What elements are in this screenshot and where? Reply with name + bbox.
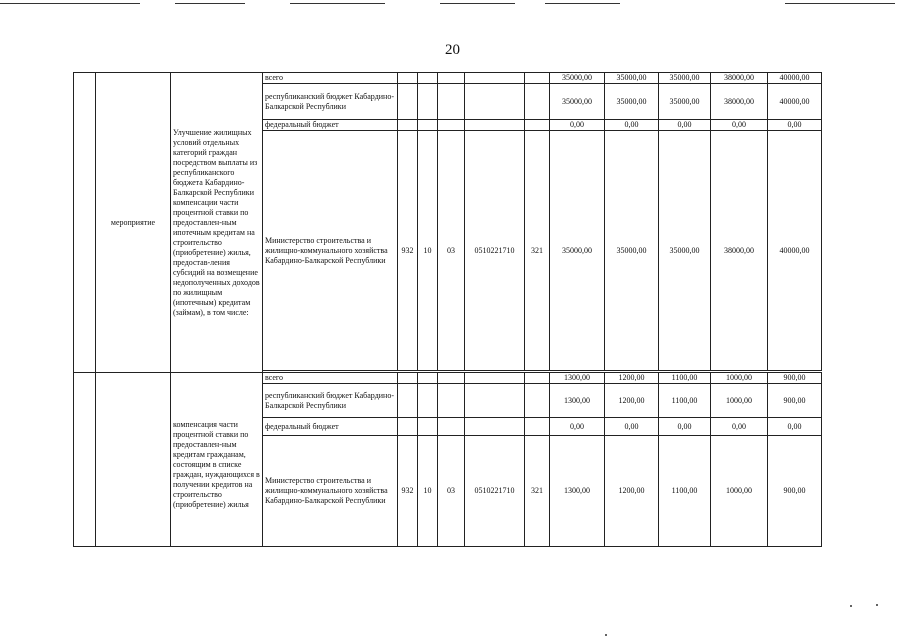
cell-source: федеральный бюджет xyxy=(263,120,398,131)
cell-value: 900,00 xyxy=(768,436,822,547)
scan-line-6 xyxy=(785,3,895,4)
cell-vr: 321 xyxy=(525,131,550,371)
cell-value: 1200,00 xyxy=(605,436,659,547)
scan-line-2 xyxy=(175,3,245,4)
cell-value: 0,00 xyxy=(711,418,768,436)
cell-value: 0,00 xyxy=(711,120,768,131)
scan-line-5 xyxy=(545,3,620,4)
cell-value: 1300,00 xyxy=(550,384,605,418)
cell-value: 1100,00 xyxy=(659,436,711,547)
table-row xyxy=(74,373,822,384)
cell-rz: 10 xyxy=(418,436,438,547)
cell-value: 0,00 xyxy=(550,120,605,131)
cell-type: мероприятие xyxy=(96,73,171,373)
cell-value: 0,00 xyxy=(550,418,605,436)
cell-value: 0,00 xyxy=(659,120,711,131)
cell-type xyxy=(96,373,171,547)
scan-line-3 xyxy=(290,3,385,4)
scan-speck xyxy=(876,604,878,606)
cell-value: 35000,00 xyxy=(605,84,659,120)
cell-value: 40000,00 xyxy=(768,131,822,371)
cell-value: 35000,00 xyxy=(659,73,711,84)
cell-value: 38000,00 xyxy=(711,84,768,120)
cell-value: 1300,00 xyxy=(550,373,605,384)
cell-grbs: 932 xyxy=(398,131,418,371)
cell-value: 38000,00 xyxy=(711,131,768,371)
scan-speck xyxy=(850,605,852,607)
cell-index xyxy=(74,73,96,373)
scan-line-4 xyxy=(440,3,515,4)
cell-description: Улучшение жилищных условий отдельных категорий граждан посредством выплаты из республиканского бюджета Кабардино-Балкарской Республики компенсации части процентной ставки по предоставлен-ным ипотечным кредитам на строительство (приобретение) жилья, предостав-ления субсидий на возмещение недополученных доходов по жилищным (ипотечным) кредитам (займам), в том числе: xyxy=(171,73,263,373)
cell-value: 38000,00 xyxy=(711,73,768,84)
cell-value: 0,00 xyxy=(768,418,822,436)
cell-value: 1300,00 xyxy=(550,436,605,547)
cell-source: Министерство строительства и жилищно-коммунального хозяйства Кабардино-Балкарской Республики xyxy=(263,436,398,547)
cell-value: 900,00 xyxy=(768,384,822,418)
cell-vr: 321 xyxy=(525,436,550,547)
cell-index xyxy=(74,373,96,547)
scan-line-1 xyxy=(0,3,140,4)
cell-description: компенсация части процентной ставки по предоставлен-ным кредитам гражданам, состоящим в списке граждан, нуждающихся в получении кредитов на строительство (приобретение) жилья xyxy=(171,373,263,547)
cell-value: 0,00 xyxy=(659,418,711,436)
cell-source: федеральный бюджет xyxy=(263,418,398,436)
cell-value: 35000,00 xyxy=(659,84,711,120)
cell-value: 40000,00 xyxy=(768,84,822,120)
cell-value: 1200,00 xyxy=(605,373,659,384)
cell-value: 35000,00 xyxy=(605,131,659,371)
cell-value: 1100,00 xyxy=(659,384,711,418)
cell-csr: 0510221710 xyxy=(465,436,525,547)
cell-source: Министерство строительства и жилищно-коммунального хозяйства Кабардино-Балкарской Республики xyxy=(263,131,398,371)
cell-rz: 10 xyxy=(418,131,438,371)
page-number: 20 xyxy=(445,42,460,58)
cell-value: 35000,00 xyxy=(550,131,605,371)
cell-value: 35000,00 xyxy=(659,131,711,371)
cell-csr: 0510221710 xyxy=(465,131,525,371)
cell-value: 35000,00 xyxy=(550,84,605,120)
cell-source: всего xyxy=(263,373,398,384)
cell-value: 40000,00 xyxy=(768,73,822,84)
cell-source: республиканский бюджет Кабардино- Балкарской Республики xyxy=(263,384,398,418)
cell-value: 1000,00 xyxy=(711,373,768,384)
cell-value: 1200,00 xyxy=(605,384,659,418)
cell-pr: 03 xyxy=(438,436,465,547)
cell-value: 1000,00 xyxy=(711,436,768,547)
cell-value: 1100,00 xyxy=(659,373,711,384)
cell-value: 900,00 xyxy=(768,373,822,384)
cell-value: 0,00 xyxy=(605,418,659,436)
cell-grbs: 932 xyxy=(398,436,418,547)
table-row xyxy=(74,73,822,84)
cell-source: республиканский бюджет Кабардино- Балкарской Республики xyxy=(263,84,398,120)
scan-speck xyxy=(605,634,607,636)
cell-value: 35000,00 xyxy=(605,73,659,84)
cell-value: 0,00 xyxy=(605,120,659,131)
cell-value: 35000,00 xyxy=(550,73,605,84)
cell-value: 0,00 xyxy=(768,120,822,131)
budget-table xyxy=(73,72,822,547)
cell-pr: 03 xyxy=(438,131,465,371)
cell-value: 1000,00 xyxy=(711,384,768,418)
cell-source: всего xyxy=(263,73,398,84)
